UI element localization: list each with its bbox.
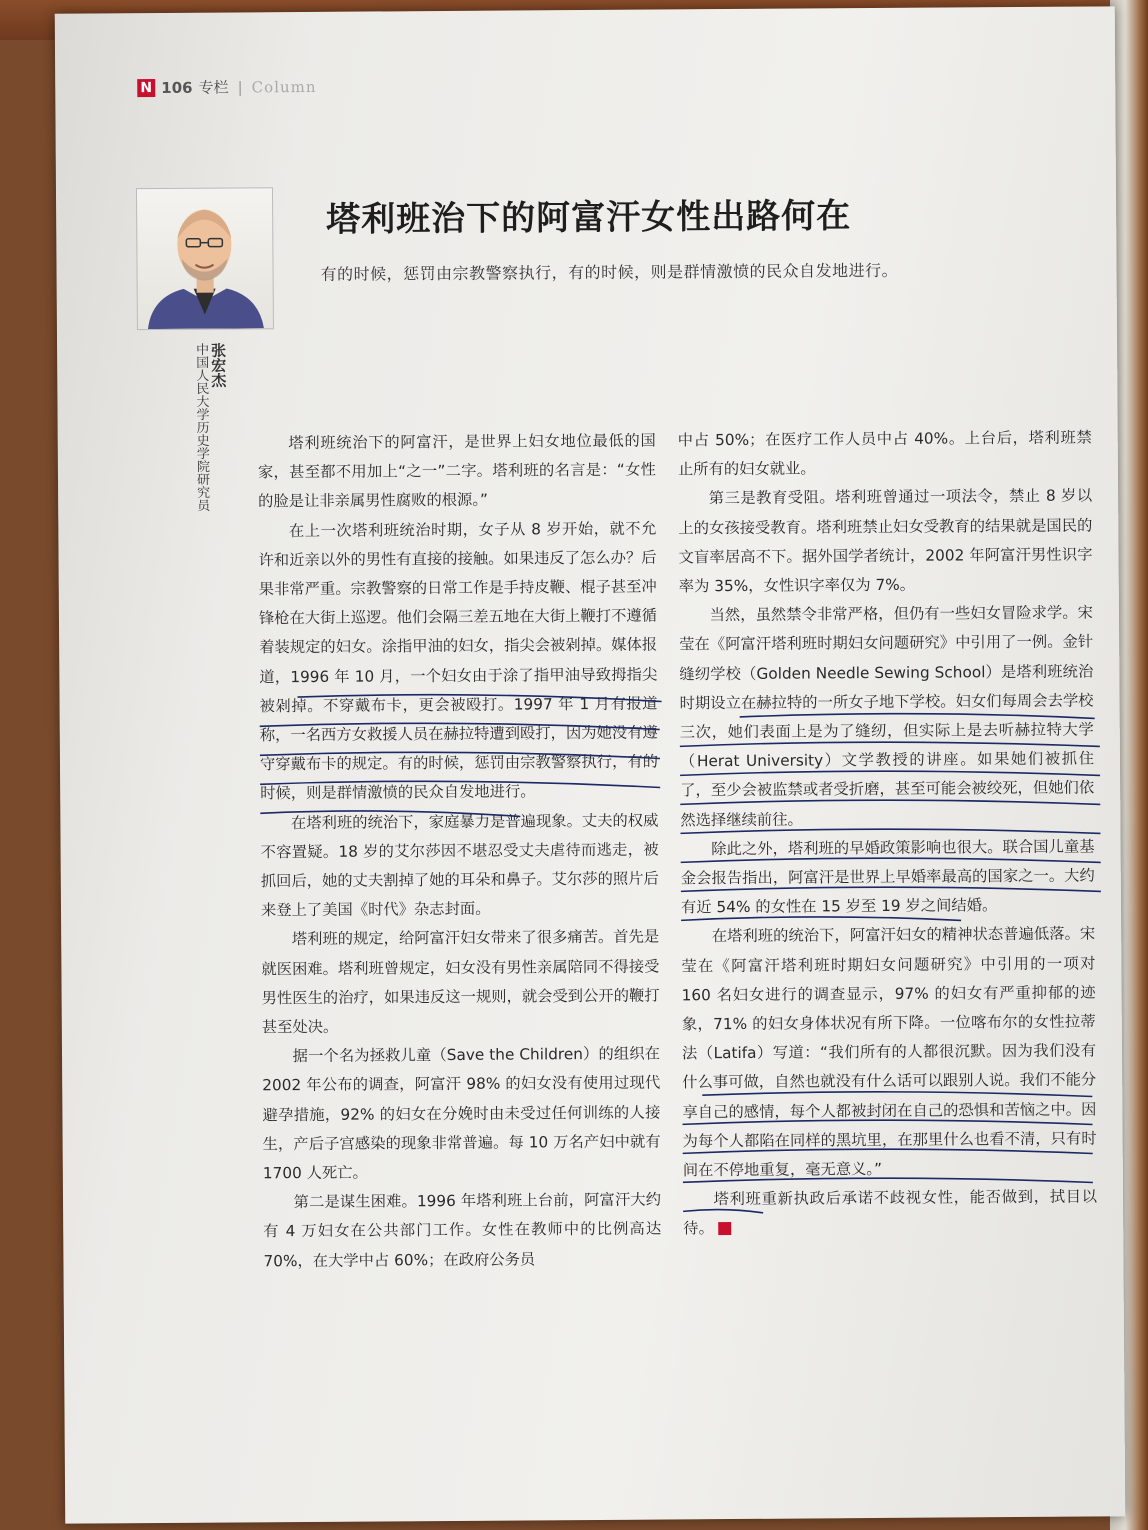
magazine-logo-icon: N — [137, 79, 155, 97]
author-name: 张宏杰 — [209, 342, 228, 388]
article-title: 塔利班治下的阿富汗女性出路何在 — [326, 196, 852, 240]
article-subtitle: 有的时候，惩罚由宗教警察执行，有的时候，则是群情激愤的民众自发地进行。 — [320, 260, 899, 284]
paragraph: 除此之外，塔利班的早婚政策影响也很大。联合国儿童基金会报告指出，阿富汗是世界上早婚率最高的国家之一。大约有近 54% 的女性在 15 岁至 19 岁之间结婚。 — [680, 837, 1095, 917]
paragraph: 中占 50%；在医疗工作人员中占 40%。上台后，塔利班禁止所有的妇女就业。 — [677, 428, 1092, 479]
article-column-right — [678, 423, 1098, 1244]
end-mark-icon — [718, 1223, 731, 1236]
paragraph: 塔利班的规定，给阿富汗妇女带来了很多痛苦。首先是就医困难。塔利班曾规定，妇女没有男性亲属陪同不得接受男性医生的治疗，如果违反这一规则，就会受到公开的鞭打甚至处决。 — [261, 927, 660, 1037]
page-number: 106 — [161, 78, 193, 97]
author-portrait — [136, 187, 274, 330]
section-label: 专栏 — [198, 78, 229, 97]
closing-text: 塔利班重新执政后承诺不歧视女性，能否做到，拭目以待。 — [683, 1187, 1098, 1238]
paragraph: 在塔利班的统治下，阿富汗妇女的精神状态普遍低落。宋莹在《阿富汗塔利班时期妇女问题研究》中引用的一项对 160 名妇女进行的调查显示，97% 的妇女有严重抑郁的迹象，71% 的妇女身体状况有所下降。一位喀布尔的女性拉蒂法（Latifa）写道：“我们所有的人都很沉默。因为我们没有什么事可做，自然也就没有什么话可以跟别人说。我们不能分享自己的感情，每个人都被封闭在自己的恐惧和苦恼之中。因为每个人都陷在同样的黑坑里，在那里什么也看不清，只有时间在不停地重复，毫无意义。” — [681, 924, 1097, 1180]
paragraph: 当然，虽然禁令非常严格，但仍有一些妇女冒险求学。宋莹在《阿富汗塔利班时期妇女问题研究》中引用了一例。金针缝纫学校（Golden Needle Sewing School）是塔利班统治时期设立在赫拉特的一所女子地下学校。妇女们每周会去学校三次，她们表面上是为了缝纫，但实际上是去听赫拉特大学（Herat University）文学教授的讲座。如果她们被抓住了，至少会被监禁或者受折磨，甚至可能会被绞死，但她们依然选择继续前往。 — [679, 603, 1095, 830]
author-portrait-icon — [137, 188, 273, 329]
paragraph: 塔利班统治下的阿富汗，是世界上妇女地位最低的国家，甚至都不用加上“之一”二字。塔利班的名言是：“女性的脸是让非亲属男性腐败的根源。” — [257, 431, 657, 511]
paragraph: 第二是谋生困难。1996 年塔利班上台前，阿富汗大约有 4 万妇女在公共部门工作。女性在教师中的比例高达 70%，在大学中占 60%；在政府公务员 — [263, 1190, 662, 1270]
section-label-en: Column — [251, 77, 317, 96]
author-byline — [191, 343, 228, 512]
paragraph: 第三是教育受阻。塔利班曾通过一项法令，禁止 8 岁以上的女孩接受教育。塔利班禁止妇女受教育的结果就是国民的文盲率居高不下。据外国学者统计，2002 年阿富汗男性识字率为 35%，女性识字率仅为 7%。 — [678, 486, 1093, 596]
header-divider: | — [237, 77, 243, 96]
paragraph: 在塔利班的统治下，家庭暴力是普遍现象。丈夫的权威不容置疑。18 岁的艾尔莎因不堪忍受丈夫虐待而逃走，被抓回后，她的丈夫割掉了她的耳朵和鼻子。艾尔莎的照片后来登上了美国《时代》杂志封面。 — [260, 811, 659, 920]
page-header — [137, 76, 316, 98]
magazine-page — [55, 6, 1126, 1523]
paragraph — [683, 1183, 1097, 1244]
article-column-left — [258, 427, 662, 1277]
author-affiliation: 中国人民大学历史学院研究员 — [193, 342, 210, 512]
paragraph: 在上一次塔利班统治时期，女子从 8 岁开始，就不允许和近亲以外的男性有直接的接触。如果违反了怎么办？后果非常严重。宗教警察的日常工作是手持皮鞭、棍子甚至冲锋枪在大街上巡逻。他们会隔三差五地在大街上鞭打不遵循着装规定的妇女。涂指甲油的妇女，指尖会被剁掉。媒体报道，1996 年 10 月，一个妇女由于涂了指甲油导致拇指尖被剁掉。不穿戴布卡，更会被殴打。1997 年 1 月有报道称，一名西方女救援人员在赫拉特遭到殴打，因为她没有遵守穿戴布卡的规定。有的时候，惩罚由宗教警察执行，有的时候，则是群情激愤的民众自发地进行。 — [258, 519, 659, 803]
paragraph: 据一个名为拯救儿童（Save the Children）的组织在 2002 年公布的调查，阿富汗 98% 的妇女没有使用过现代避孕措施，92% 的妇女在分娩时由未受过任何训练的人接生，产后子宫感染的现象非常普遍。每 10 万名产妇中就有 1700 人死亡。 — [262, 1044, 661, 1183]
